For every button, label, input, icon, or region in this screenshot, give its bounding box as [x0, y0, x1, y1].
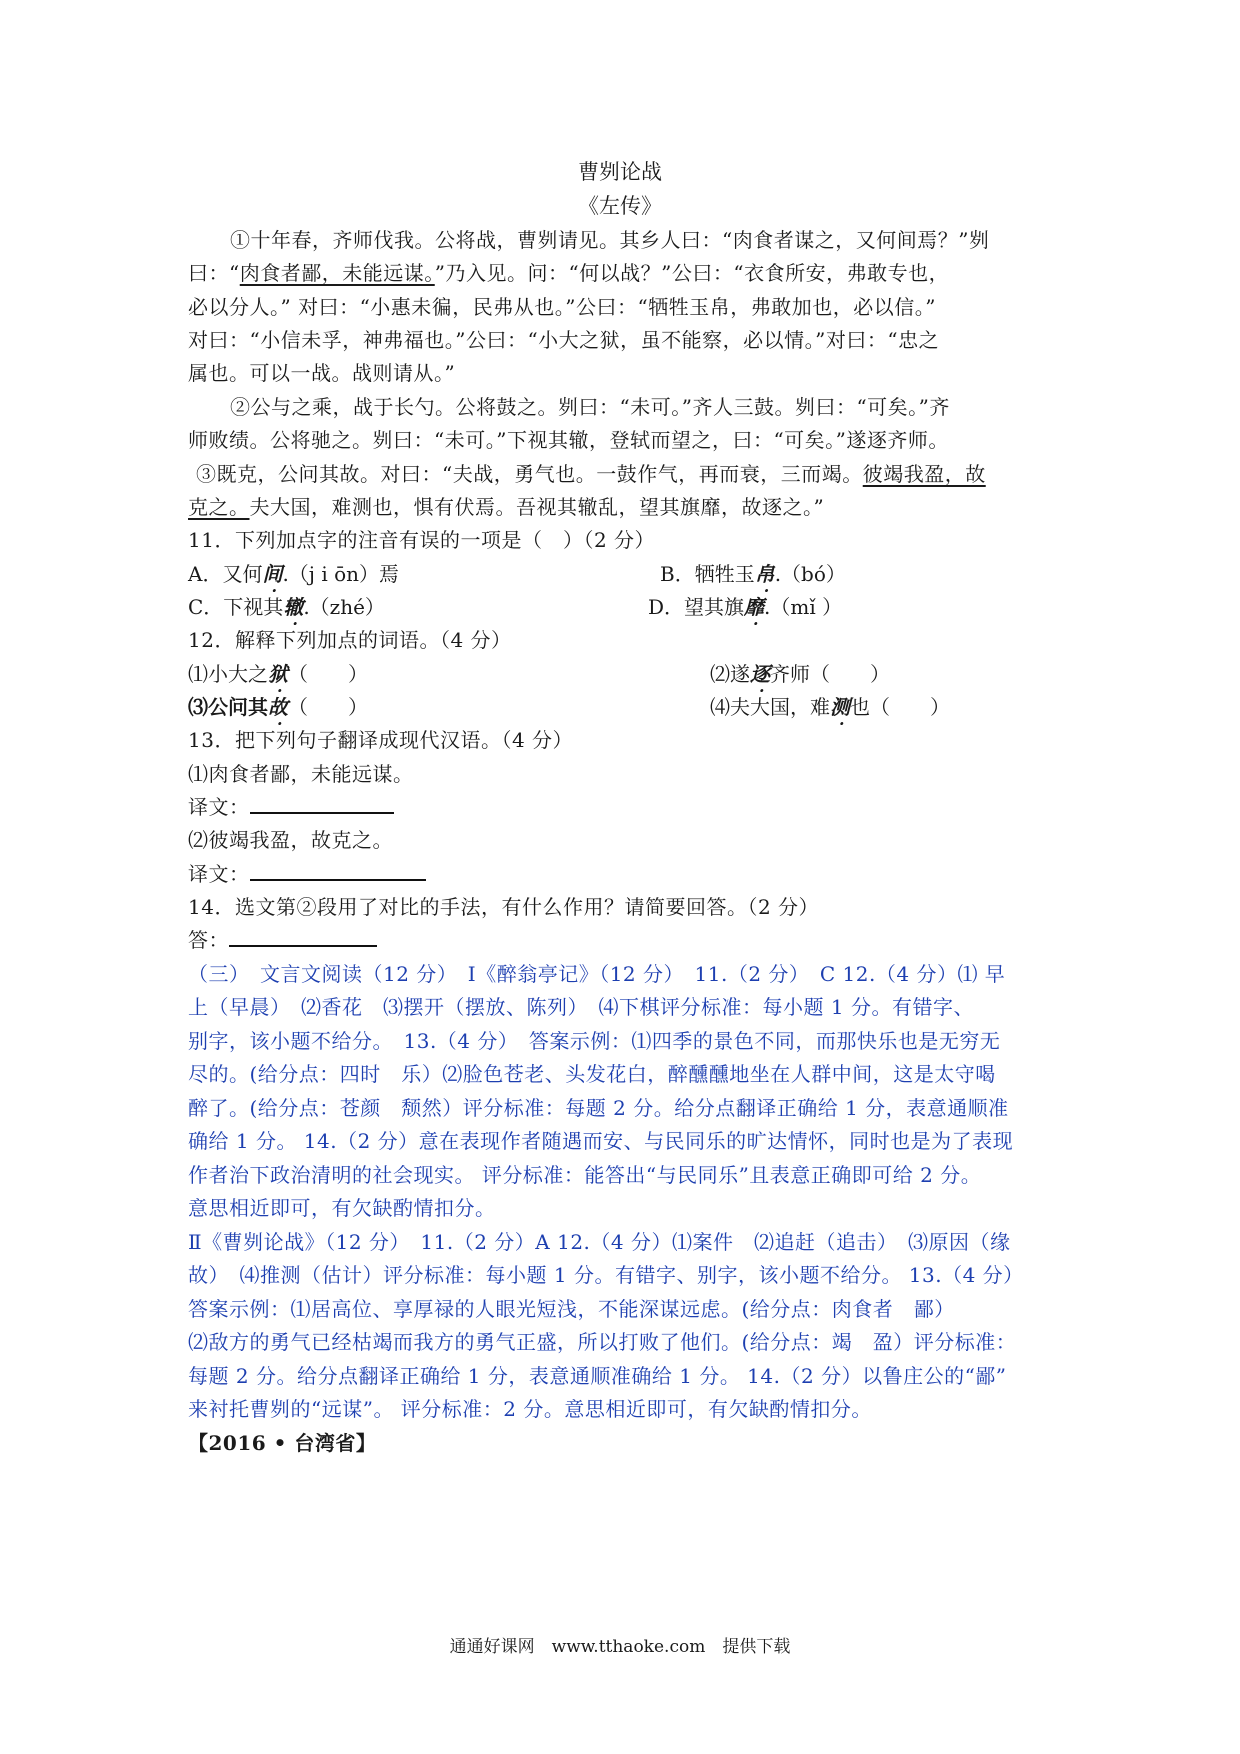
answer-line: [250, 794, 394, 814]
underlined-sentence: 克之。: [188, 495, 250, 519]
q12-item-4: [710, 691, 950, 720]
question-13-stem: 13．把下列句子翻译成现代汉语。（4 分）: [188, 728, 574, 752]
dotted-char: 间: [262, 562, 283, 586]
dotted-char: 帛: [754, 562, 775, 586]
dotted-char: 辙: [283, 595, 304, 619]
q11-option-b: [660, 558, 846, 587]
q13-sentence-2: ⑵彼竭我盈，故克之。: [188, 828, 393, 852]
passage-p3-line1: [196, 458, 986, 487]
translation-label: 译文：: [188, 795, 250, 819]
item-text: ⑷夫大国，难: [710, 695, 830, 719]
dotted-char: 逐: [750, 662, 770, 686]
question-12-stem: 12．解释下列加点的词语。（4 分）: [188, 628, 512, 652]
q12-item-1: [188, 658, 368, 687]
answer-key-2-line4: ⑵敌方的勇气已经枯竭而我方的勇气正盛，所以打败了他们。(给分点：竭 盈）评分标准：: [188, 1330, 1017, 1354]
option-pinyin: .（zhé）: [303, 595, 385, 619]
passage-text: ”乃入见。问：“何以战？”公曰：“衣食所安，弗敢专也，: [434, 261, 950, 285]
translation-label: 译文：: [188, 862, 250, 886]
q11-option-c: [188, 591, 385, 620]
answer-key-1-line4: 尽的。(给分点：四时 乐）⑵脸色苍老、头发花白，醉醺醺地坐在人群中间，这是太守喝: [188, 1062, 996, 1086]
dotted-char: 狱: [268, 662, 288, 686]
q12-item-2: [710, 658, 890, 687]
answer-key-2-line5: 每题 2 分。给分点翻译正确给 1 分，表意通顺准确给 1 分。 14.（2 分）以鲁庄公的“鄙”: [188, 1364, 1007, 1388]
dotted-char: 靡: [744, 595, 765, 619]
question-11-stem: 11．下列加点字的注音有误的一项是（ ）（2 分）: [188, 528, 656, 552]
passage-p1-line2: [188, 257, 949, 286]
q13-translation-2: [188, 858, 426, 887]
answer-key-1-line5: 醉了。(给分点：苍颜 颓然）评分标准：每题 2 分。给分点翻译正确给 1 分，表意通顺准: [188, 1096, 1009, 1120]
option-text: C．下视其: [188, 595, 284, 619]
option-text: D．望其旗: [648, 595, 745, 619]
answer-blank: （ ）: [288, 695, 368, 719]
answer-blank: 齐师（ ）: [770, 662, 890, 686]
q14-answer: [188, 924, 377, 953]
answer-line: [250, 861, 426, 881]
option-text: A．又何: [188, 562, 263, 586]
underlined-sentence: 彼竭我盈，故: [862, 462, 986, 486]
option-text: B．牺牲玉: [660, 562, 755, 586]
dotted-char: 测: [830, 695, 850, 719]
page-footer: 通通好课网 www.tthaoke.com 提供下载: [449, 1637, 791, 1657]
answer-label: 答：: [188, 928, 229, 952]
dotted-char: 故: [268, 695, 288, 719]
answer-key-1-line7: 作者治下政治清明的社会现实。 评分标准：能答出“与民同乐”且表意正确即可给 2 分。: [188, 1163, 982, 1187]
passage-text: 曰：“: [188, 261, 240, 285]
option-pinyin: .（j i ōn）焉: [282, 562, 400, 586]
passage-p2-line2: 师败绩。公将驰之。刿曰：“未可。”下视其辙，登轼而望之，曰：“可矣。”遂逐齐师。: [188, 428, 949, 452]
passage-source: 《左传》: [578, 194, 662, 218]
answer-key-1-line2: 上（早晨） ⑵香花 ⑶摆开（摆放、陈列） ⑷下棋评分标准：每小题 1 分。有错字、: [188, 995, 974, 1019]
passage-text: 夫大国，难测也，惧有伏焉。吾视其辙乱，望其旗靡，故逐之。”: [249, 495, 825, 519]
q12-item-3: [188, 691, 368, 720]
answer-key-1-line1: （三） 文言文阅读（12 分） Ⅰ《醉翁亭记》（12 分） 11.（2 分） C 12.（4 分）⑴ 早: [188, 962, 1006, 986]
passage-p1-line3: 必以分人。” 对曰：“小惠未徧，民弗从也。”公曰：“牺牲玉帛，弗敢加也，必以信。”: [188, 295, 936, 319]
option-pinyin: .（mǐ ）: [764, 595, 843, 619]
q13-sentence-1: ⑴肉食者鄙，未能远谋。: [188, 762, 414, 786]
passage-title: 曹刿论战: [578, 160, 662, 184]
q13-translation-1: [188, 791, 394, 820]
underlined-sentence: 肉食者鄙，未能远谋。: [239, 261, 435, 285]
option-pinyin: .（bó）: [774, 562, 846, 586]
item-text: ⑴小大之: [188, 662, 268, 686]
answer-blank: （ ）: [288, 662, 368, 686]
passage-text: ③既克，公问其故。对曰：“夫战，勇气也。一鼓作气，再而衰，三而竭。: [196, 462, 863, 486]
answer-blank: 也（ ）: [850, 695, 950, 719]
answer-key-1-line3: 别字，该小题不给分。 13.（4 分） 答案示例：⑴四季的景色不同，而那快乐也是无穷无: [188, 1029, 1001, 1053]
answer-key-2-line2: 故） ⑷推测（估计）评分标准：每小题 1 分。有错字、别字，该小题不给分。 13.（4 分）: [188, 1263, 1024, 1287]
answer-key-2-line6: 来衬托曹刿的“远谋”。 评分标准：2 分。意思相近即可，有欠缺酌情扣分。: [188, 1397, 872, 1421]
q11-option-d: [648, 591, 842, 620]
item-text: ⑶公问其: [188, 695, 268, 719]
passage-p1-line1: ①十年春，齐师伐我。公将战，曹刿请见。其乡人曰：“肉食者谋之，又何间焉？”刿: [230, 228, 990, 252]
answer-key-2-line1: Ⅱ《曹刿论战》（12 分） 11.（2 分）A 12.（4 分）⑴案件 ⑵追赶（追击） ⑶原因（缘: [188, 1230, 1011, 1254]
answer-key-1-line6: 确给 1 分。 14.（2 分）意在表现作者随遇而安、与民同乐的旷达情怀，同时也是为了表现: [188, 1129, 1014, 1153]
answer-line: [229, 927, 377, 947]
q11-option-a: [188, 558, 399, 587]
item-text: ⑵遂: [710, 662, 750, 686]
answer-key-2-line3: 答案示例：⑴居高位、享厚禄的人眼光短浅，不能深谋远虑。(给分点：肉食者 鄙）: [188, 1297, 955, 1321]
answer-key-1-line8: 意思相近即可，有欠缺酌情扣分。: [188, 1196, 496, 1220]
passage-p1-line5: 属也。可以一战。战则请从。”: [188, 361, 456, 385]
passage-p2-line1: ②公与之乘，战于长勺。公将鼓之。刿曰：“未可。”齐人三鼓。刿曰：“可矣。”齐: [230, 395, 950, 419]
passage-p3-line2: [188, 491, 824, 520]
passage-p1-line4: 对曰：“小信未孚，神弗福也。”公曰：“小大之狱，虽不能察，必以情。”对曰：“忠之: [188, 328, 940, 352]
question-14-stem: 14．选文第②段用了对比的手法，有什么作用？请简要回答。（2 分）: [188, 895, 820, 919]
next-section-heading: 【2016 • 台湾省】: [188, 1431, 377, 1455]
